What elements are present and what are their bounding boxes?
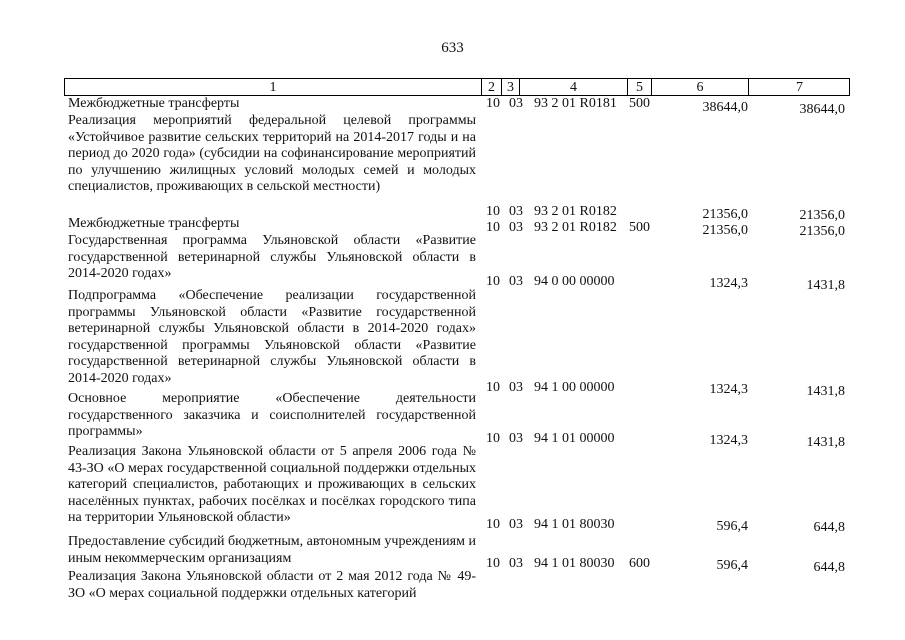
row-subsection: 03 (509, 220, 523, 235)
row-amount-2: 38644,0 (799, 102, 845, 117)
row-amount-1: 1324,3 (709, 433, 748, 448)
row-section: 10 (486, 380, 500, 395)
header-col-2: 2 (482, 79, 502, 96)
row-amount-2: 644,8 (813, 560, 845, 575)
row-section: 10 (486, 220, 500, 235)
row-target-code: 94 0 00 00000 (534, 274, 615, 289)
row-description: Реализация Закона Ульяновской области от 2 мая 2012 года № 49-ЗО «О мерах социальной поддержки отдельных категорий (68, 569, 476, 601)
row-section: 10 (486, 274, 500, 289)
row-subsection: 03 (509, 274, 523, 289)
row-subsection: 03 (509, 204, 523, 219)
row-amount-2: 21356,0 (799, 224, 845, 239)
row-target-code: 94 1 00 00000 (534, 380, 615, 395)
row-subsection: 03 (509, 517, 523, 532)
row-subsection: 03 (509, 96, 523, 111)
row-amount-1: 596,4 (716, 519, 748, 534)
row-target-code: 93 2 01 R0181 (534, 96, 617, 111)
row-target-code: 94 1 01 80030 (534, 517, 615, 532)
row-section: 10 (486, 204, 500, 219)
row-amount-1: 21356,0 (702, 223, 748, 238)
row-description: Государственная программа Ульяновской области «Развитие государственной ветеринарной службы Ульяновской области в 2014-2020 годах» (68, 233, 476, 282)
row-section: 10 (486, 556, 500, 571)
row-section: 10 (486, 431, 500, 446)
row-expense-type: 500 (629, 220, 650, 235)
row-amount-1: 1324,3 (709, 276, 748, 291)
row-amount-1: 596,4 (716, 558, 748, 573)
row-subsection: 03 (509, 380, 523, 395)
row-amount-2: 1431,8 (806, 278, 845, 293)
row-target-code: 93 2 01 R0182 (534, 220, 617, 235)
row-target-code: 94 1 01 80030 (534, 556, 615, 571)
table-header (64, 78, 850, 96)
row-amount-2: 1431,8 (806, 384, 845, 399)
row-subsection: 03 (509, 556, 523, 571)
header-col-5: 5 (628, 79, 652, 96)
header-col-6: 6 (652, 79, 749, 96)
header-col-3: 3 (502, 79, 520, 96)
row-description: Межбюджетные трансферты (68, 216, 240, 231)
row-subsection: 03 (509, 431, 523, 446)
row-description: Межбюджетные трансферты (68, 96, 240, 111)
row-amount-1: 1324,3 (709, 382, 748, 397)
row-section: 10 (486, 517, 500, 532)
row-description: Реализация Закона Ульяновской области от 5 апреля 2006 года № 43-ЗО «О мерах государственной социальной поддержки отдельных категорий специалистов, работающих и проживающих в сельских населённых пунктах, рабочих посёлках и посёлках городского типа на территории Ульяновской области» (68, 444, 476, 526)
header-col-7: 7 (796, 80, 803, 95)
row-amount-2: 644,8 (813, 520, 845, 535)
row-description: Основное мероприятие «Обеспечение деятельности государственного заказчика и соисполнителей государственной программы» (68, 391, 476, 440)
row-target-code: 94 1 01 00000 (534, 431, 615, 446)
header-col-1: 1 (65, 79, 482, 96)
row-expense-type: 500 (629, 96, 650, 111)
row-description: Подпрограмма «Обеспечение реализации государственной программы Ульяновской области «Развитие государственной ветеринарной службы Ульяновской области в 2014-2020 годах» государственной программы Ульяновской области «Развитие государственной ветеринарной службы Ульяновской области в 2014-2020 годах» (68, 288, 476, 386)
row-section: 10 (486, 96, 500, 111)
header-col-4: 4 (520, 79, 628, 96)
row-expense-type: 600 (629, 556, 650, 571)
row-description: Предоставление субсидий бюджетным, автономным учреждениям и иным некоммерческим организациям (68, 534, 476, 566)
row-amount-2: 21356,0 (799, 208, 845, 223)
row-amount-1: 38644,0 (702, 100, 748, 115)
page-number: 633 (441, 40, 464, 56)
row-target-code: 93 2 01 R0182 (534, 204, 617, 219)
row-amount-1: 21356,0 (702, 207, 748, 222)
row-amount-2: 1431,8 (806, 435, 845, 450)
row-description: Реализация мероприятий федеральной целевой программы «Устойчивое развитие сельских территорий на 2014-2017 годы и на период до 2020 года» (субсидии на софинансирование мероприятий по улучшению жилищных условий молодых семей и молодых специалистов, проживающих в сельской местности) (68, 113, 476, 195)
